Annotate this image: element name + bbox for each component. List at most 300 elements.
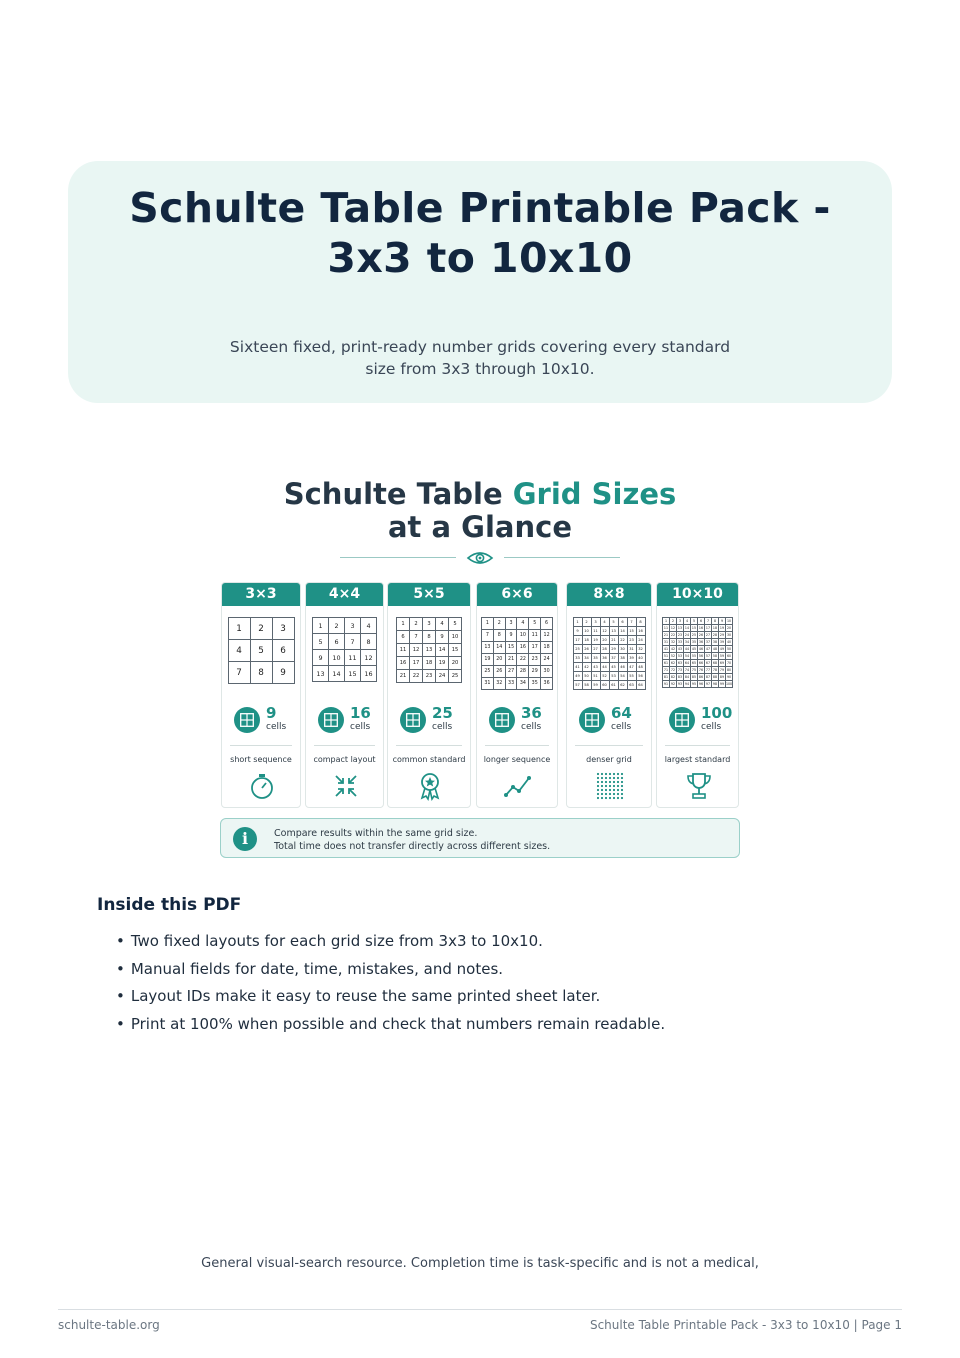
grid-cell: 11 (397, 644, 410, 657)
grid-cell: 22 (410, 670, 423, 683)
grid-size-card (566, 582, 652, 808)
grid-cell: 16 (397, 657, 410, 670)
grid-cell: 24 (684, 632, 689, 637)
grid-cell: 28 (517, 666, 529, 678)
grid-cell: 54 (618, 672, 627, 681)
grid-cell: 19 (591, 636, 600, 645)
grid-cell: 5 (449, 618, 462, 631)
grid-icon (669, 707, 695, 733)
grid-cell: 51 (663, 653, 668, 658)
grid-cell: 74 (684, 667, 689, 672)
grid-cell: 32 (670, 639, 675, 644)
grid-cell: 22 (618, 636, 627, 645)
page-title: Schulte Table Printable Pack - 3x3 to 10x10 (129, 184, 831, 282)
card-divider (314, 745, 375, 746)
grid-cell: 46 (698, 646, 703, 651)
grid-cell: 6 (697, 618, 704, 625)
grid-size-card (387, 582, 471, 808)
grid-cell: 42 (582, 663, 591, 672)
grid-cell: 41 (573, 663, 582, 672)
number-grid (662, 617, 733, 688)
grid-cell: 61 (609, 681, 618, 690)
list-item: • Manual fields for date, time, mistakes, and notes. (116, 956, 665, 984)
grid-cell: 46 (618, 663, 627, 672)
grid-cell: 22 (670, 632, 675, 637)
grid-cell: 32 (636, 645, 645, 654)
grid-cell: 5 (250, 640, 272, 662)
grid-cell: 3 (423, 618, 436, 631)
grid-cell: 9 (573, 627, 582, 636)
grid-cell: 63 (677, 660, 682, 665)
number-grid (573, 617, 646, 690)
grid-cell: 29 (609, 645, 618, 654)
grid-cell: 2 (329, 618, 345, 634)
grid-cell: 4 (600, 618, 609, 627)
grid-cell: 76 (698, 667, 703, 672)
grid-cell: 61 (663, 660, 668, 665)
grid-cell: 35 (529, 678, 541, 690)
grid-cell: 28 (600, 645, 609, 654)
grid-cell: 10 (582, 627, 591, 636)
grid-icon (489, 707, 515, 733)
grid-cell: 13 (313, 666, 329, 682)
grid-cell: 92 (670, 681, 675, 686)
grid-cell: 9 (272, 662, 294, 684)
number-grid (312, 617, 377, 682)
grid-cell: 8 (250, 662, 272, 684)
cell-unit: cells (701, 722, 722, 732)
grid-cell: 6 (272, 640, 294, 662)
grid-cell: 10 (517, 630, 529, 642)
grid-cell: 50 (582, 672, 591, 681)
grid-cell: 15 (691, 625, 696, 630)
grid-cell: 18 (541, 642, 553, 654)
grid-cell: 19 (436, 657, 449, 670)
grid-cell: 17 (529, 642, 541, 654)
title-rule-right (504, 557, 620, 558)
grid-cell: 19 (719, 625, 724, 630)
grid-cell: 25 (449, 670, 462, 683)
card-divider (485, 745, 549, 746)
page-subtitle: Sixteen fixed, print-ready number grids covering every standard size from 3x3 through 10x10. (229, 338, 731, 378)
grid-cell: 5 (313, 634, 329, 650)
grid-cell: 53 (609, 672, 618, 681)
grid-cell: 2 (493, 618, 505, 630)
grid-cell: 11 (591, 627, 600, 636)
grid-cell: 29 (719, 632, 724, 637)
list-item: • Layout IDs make it easy to reuse the same printed sheet later. (116, 983, 665, 1011)
grid-size-card (221, 582, 301, 808)
grid-icon (579, 707, 605, 733)
grid-cell: 33 (677, 639, 682, 644)
inside-list (116, 928, 665, 1038)
compress-arrows-icon (331, 771, 361, 801)
grid-cell: 7 (627, 618, 636, 627)
grid-icon (318, 707, 344, 733)
grid-cell: 86 (698, 674, 703, 679)
grid-cell: 47 (627, 663, 636, 672)
cell-unit: cells (521, 722, 542, 732)
grid-size-description: compact layout (313, 755, 376, 764)
trend-line-icon (503, 771, 533, 801)
grid-cell: 48 (712, 646, 717, 651)
grid-cell: 8 (711, 618, 718, 625)
grid-cell: 52 (670, 653, 675, 658)
grid-cell: 34 (684, 639, 689, 644)
grid-cell: 14 (493, 642, 505, 654)
grid-cell: 64 (636, 681, 645, 690)
grid-cell: 14 (436, 644, 449, 657)
grid-cell: 59 (719, 653, 724, 658)
grid-cell: 13 (482, 642, 494, 654)
grid-cell: 8 (493, 630, 505, 642)
grid-cell: 1 (313, 618, 329, 634)
grid-cell: 20 (449, 657, 462, 670)
grid-cell: 36 (600, 654, 609, 663)
grid-cell: 98 (712, 681, 717, 686)
grid-cell: 7 (410, 631, 423, 644)
grid-cell: 10 (329, 650, 345, 666)
stopwatch-icon (247, 771, 277, 801)
grid-cell: 13 (677, 625, 682, 630)
grid-cell: 72 (670, 667, 675, 672)
grid-cell: 57 (705, 653, 710, 658)
grid-cell: 11 (345, 650, 361, 666)
info-note (220, 818, 740, 858)
grid-cell: 63 (627, 681, 636, 690)
grid-cell: 10 (726, 618, 732, 623)
grid-cell: 21 (663, 632, 668, 637)
grid-cell: 6 (618, 618, 627, 627)
grid-cell: 14 (329, 666, 345, 682)
footer-site: schulte-table.org (58, 1318, 160, 1332)
card-divider (230, 745, 292, 746)
grid-size-label: 10×10 (657, 583, 738, 606)
grid-cell: 2 (582, 618, 591, 627)
grid-cell: 59 (591, 681, 600, 690)
grid-cell: 23 (627, 636, 636, 645)
grid-cell: 5 (609, 618, 618, 627)
grid-cell: 11 (663, 625, 668, 630)
grid-cell: 8 (361, 634, 377, 650)
disclaimer: General visual-search resource. Completion time is task-specific and is not a medical, (201, 1256, 759, 1271)
grid-cell: 26 (493, 666, 505, 678)
grid-cell: 7 (704, 618, 711, 625)
grid-cell: 69 (719, 660, 724, 665)
grid-size-description: common standard (392, 755, 466, 764)
dot-grid-icon (595, 771, 625, 801)
grid-cell: 45 (609, 663, 618, 672)
grid-cell: 33 (573, 654, 582, 663)
grid-cell: 6 (329, 634, 345, 650)
grid-cell: 3 (505, 618, 517, 630)
grid-cell: 81 (663, 674, 668, 679)
grid-cell: 34 (517, 678, 529, 690)
grid-cell: 25 (691, 632, 696, 637)
grid-cell: 30 (618, 645, 627, 654)
grid-cell: 37 (609, 654, 618, 663)
grid-cell: 68 (712, 660, 717, 665)
grid-cell: 10 (449, 631, 462, 644)
cell-unit: cells (611, 722, 632, 732)
grid-cell: 91 (663, 681, 668, 686)
grid-cell: 2 (669, 618, 676, 625)
grid-cell: 39 (627, 654, 636, 663)
grid-cell: 36 (698, 639, 703, 644)
title-rule-left (340, 557, 456, 558)
info-icon: i (233, 827, 257, 851)
grid-cell: 1 (482, 618, 494, 630)
grid-cell: 47 (705, 646, 710, 651)
grid-cell: 38 (712, 639, 717, 644)
grid-cell: 85 (691, 674, 696, 679)
grid-cell: 71 (663, 667, 668, 672)
grid-cell: 67 (705, 660, 710, 665)
grid-cell: 73 (677, 667, 682, 672)
list-item: • Print at 100% when possible and check that numbers remain readable. (116, 1011, 665, 1039)
trophy-icon (684, 771, 714, 801)
grid-cell: 2 (250, 618, 272, 640)
grid-cell: 65 (691, 660, 696, 665)
grid-size-label: 4×4 (306, 583, 383, 606)
grid-cell: 57 (573, 681, 582, 690)
number-grid (481, 617, 553, 690)
grid-cell: 4 (683, 618, 690, 625)
grid-cell: 24 (541, 654, 553, 666)
grid-cell: 9 (436, 631, 449, 644)
grid-cell: 41 (663, 646, 668, 651)
grid-cell: 58 (712, 653, 717, 658)
grid-cell: 90 (726, 674, 732, 679)
infographic-title: Schulte Table Grid Sizes at a Glance (283, 477, 677, 544)
grid-cell: 96 (698, 681, 703, 686)
grid-cell: 23 (423, 670, 436, 683)
grid-cell: 6 (397, 631, 410, 644)
grid-cell: 99 (719, 681, 724, 686)
grid-cell: 4 (228, 640, 250, 662)
grid-cell: 9 (718, 618, 725, 625)
grid-cell: 8 (423, 631, 436, 644)
grid-cell: 56 (636, 672, 645, 681)
grid-cell: 17 (410, 657, 423, 670)
grid-cell: 1 (228, 618, 250, 640)
grid-cell: 50 (726, 646, 732, 651)
grid-sizes-infographic (218, 468, 742, 863)
grid-cell: 27 (505, 666, 517, 678)
footer-page-info: Schulte Table Printable Pack - 3x3 to 10x10 | Page 1 (589, 1318, 902, 1332)
grid-cell: 4 (436, 618, 449, 631)
cell-unit: cells (432, 722, 453, 732)
grid-cell: 7 (345, 634, 361, 650)
grid-cell: 21 (505, 654, 517, 666)
grid-cell: 49 (573, 672, 582, 681)
note-line-2: Total time does not transfer directly across different sizes. (274, 841, 551, 852)
grid-cell: 17 (705, 625, 710, 630)
grid-cell: 7 (482, 630, 494, 642)
grid-cell: 48 (636, 663, 645, 672)
grid-cell: 22 (517, 654, 529, 666)
grid-cell: 26 (698, 632, 703, 637)
grid-cell: 20 (600, 636, 609, 645)
cell-count: 25 (432, 704, 453, 722)
grid-cell: 88 (712, 674, 717, 679)
grid-cell: 35 (591, 654, 600, 663)
grid-cell: 14 (618, 627, 627, 636)
grid-cell: 21 (609, 636, 618, 645)
grid-cell: 15 (505, 642, 517, 654)
cell-count: 9 (266, 704, 277, 722)
grid-cell: 82 (670, 674, 675, 679)
grid-cell: 78 (712, 667, 717, 672)
grid-cell: 3 (591, 618, 600, 627)
grid-cell: 45 (691, 646, 696, 651)
note-line-1: Compare results within the same grid size. (274, 828, 478, 839)
grid-cell: 80 (726, 667, 732, 672)
grid-cell: 12 (410, 644, 423, 657)
grid-cell: 11 (529, 630, 541, 642)
grid-cell: 3 (345, 618, 361, 634)
footer-divider (58, 1309, 902, 1310)
grid-cell: 25 (482, 666, 494, 678)
grid-cell: 30 (726, 632, 732, 637)
grid-cell: 27 (591, 645, 600, 654)
grid-cell: 39 (719, 639, 724, 644)
grid-cell: 60 (726, 653, 732, 658)
grid-size-description: denser grid (586, 755, 632, 764)
cell-unit: cells (350, 722, 371, 732)
grid-cell: 15 (627, 627, 636, 636)
grid-cell: 24 (436, 670, 449, 683)
cell-count: 64 (611, 704, 632, 722)
grid-cell: 20 (493, 654, 505, 666)
grid-cell: 30 (541, 666, 553, 678)
grid-cell: 33 (505, 678, 517, 690)
grid-size-label: 5×5 (388, 583, 470, 606)
grid-cell: 70 (726, 660, 732, 665)
grid-size-description: short sequence (230, 755, 292, 764)
section-title: Inside this PDF (97, 895, 242, 915)
number-grid (228, 617, 295, 684)
grid-icon (400, 707, 426, 733)
grid-cell: 55 (627, 672, 636, 681)
title-banner (68, 161, 892, 403)
grid-cell: 3 (272, 618, 294, 640)
grid-cell: 87 (705, 674, 710, 679)
grid-cell: 12 (670, 625, 675, 630)
grid-cell: 60 (600, 681, 609, 690)
grid-cell: 12 (361, 650, 377, 666)
grid-size-card (656, 582, 739, 808)
grid-cell: 1 (397, 618, 410, 631)
grid-cell: 31 (482, 678, 494, 690)
grid-cell: 54 (684, 653, 689, 658)
grid-cell: 7 (228, 662, 250, 684)
grid-size-label: 8×8 (567, 583, 651, 606)
cell-count: 36 (521, 704, 542, 722)
grid-cell: 64 (684, 660, 689, 665)
grid-cell: 13 (423, 644, 436, 657)
grid-cell: 97 (705, 681, 710, 686)
grid-cell: 17 (573, 636, 582, 645)
grid-cell: 4 (361, 618, 377, 634)
grid-cell: 31 (663, 639, 668, 644)
grid-cell: 24 (636, 636, 645, 645)
grid-cell: 1 (573, 618, 582, 627)
grid-cell: 52 (600, 672, 609, 681)
grid-cell: 62 (618, 681, 627, 690)
grid-cell: 4 (517, 618, 529, 630)
grid-cell: 9 (505, 630, 517, 642)
grid-cell: 38 (618, 654, 627, 663)
award-ribbon-icon (415, 771, 445, 801)
grid-cell: 12 (600, 627, 609, 636)
grid-cell: 94 (684, 681, 689, 686)
card-divider (396, 745, 462, 746)
grid-cell: 55 (691, 653, 696, 658)
grid-cell: 44 (600, 663, 609, 672)
grid-cell: 42 (670, 646, 675, 651)
eye-icon (466, 550, 494, 566)
grid-cell: 95 (691, 681, 696, 686)
grid-cell: 18 (582, 636, 591, 645)
grid-cell: 15 (345, 666, 361, 682)
grid-cell: 89 (719, 674, 724, 679)
grid-size-card (305, 582, 384, 808)
grid-cell: 32 (493, 678, 505, 690)
grid-cell: 16 (361, 666, 377, 682)
grid-cell: 18 (423, 657, 436, 670)
grid-cell: 40 (636, 654, 645, 663)
grid-cell: 26 (582, 645, 591, 654)
grid-cell: 43 (591, 663, 600, 672)
grid-cell: 14 (684, 625, 689, 630)
grid-cell: 18 (712, 625, 717, 630)
grid-cell: 44 (684, 646, 689, 651)
list-item: • Two fixed layouts for each grid size from 3x3 to 10x10. (116, 928, 665, 956)
grid-cell: 37 (705, 639, 710, 644)
grid-cell: 35 (691, 639, 696, 644)
grid-cell: 79 (719, 667, 724, 672)
grid-cell: 5 (529, 618, 541, 630)
grid-cell: 34 (582, 654, 591, 663)
cell-unit: cells (266, 722, 287, 732)
grid-cell: 9 (313, 650, 329, 666)
grid-cell: 21 (397, 670, 410, 683)
grid-cell: 93 (677, 681, 682, 686)
grid-cell: 5 (690, 618, 697, 625)
grid-cell: 75 (691, 667, 696, 672)
cell-count: 16 (350, 704, 371, 722)
grid-cell: 100 (725, 681, 733, 686)
grid-size-description: longer sequence (483, 755, 551, 764)
grid-cell: 8 (636, 618, 645, 627)
grid-cell: 15 (449, 644, 462, 657)
grid-cell: 1 (662, 618, 669, 625)
grid-size-card (476, 582, 558, 808)
grid-cell: 16 (636, 627, 645, 636)
number-grid (396, 617, 462, 683)
grid-cell: 25 (573, 645, 582, 654)
grid-cell: 40 (726, 639, 732, 644)
grid-cell: 16 (517, 642, 529, 654)
grid-cell: 51 (591, 672, 600, 681)
grid-cell: 23 (677, 632, 682, 637)
grid-cell: 83 (677, 674, 682, 679)
grid-cell: 53 (677, 653, 682, 658)
grid-cell: 28 (712, 632, 717, 637)
grid-cell: 29 (529, 666, 541, 678)
grid-cell: 13 (609, 627, 618, 636)
